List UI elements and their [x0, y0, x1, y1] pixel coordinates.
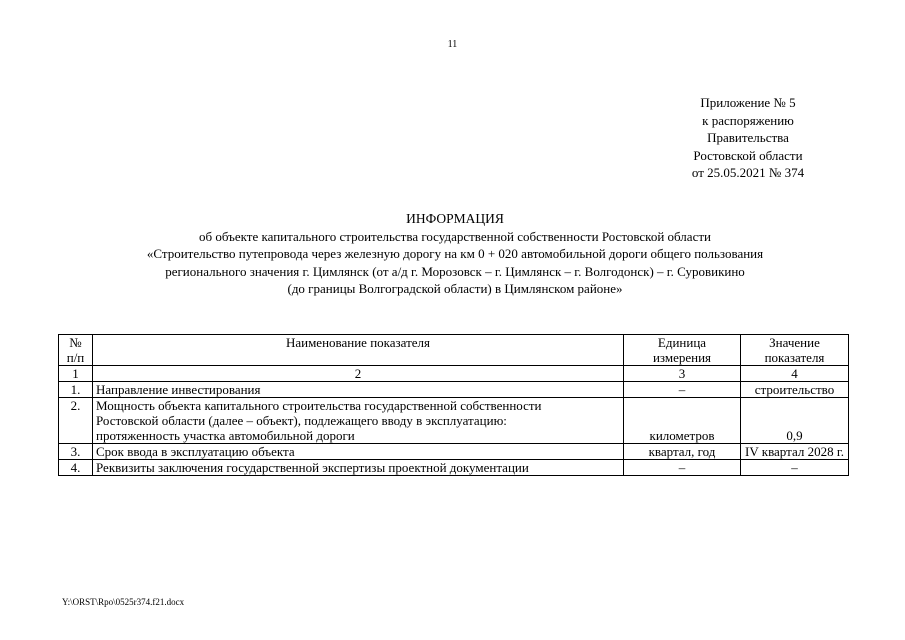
- table-row: [59, 444, 849, 460]
- row-name: Реквизиты заключения государственной экспертизы проектной документации: [93, 460, 624, 476]
- row-name: Срок ввода в эксплуатацию объекта: [93, 444, 624, 460]
- row-name-line: Ростовской области (далее – объект), подлежащего вводу в эксплуатацию:: [96, 413, 507, 428]
- document-title: [60, 210, 850, 298]
- row-num: 1.: [59, 382, 93, 398]
- column-number-row: [59, 366, 849, 382]
- row-name-line: Мощность объекта капитального строительства государственной собственности: [96, 398, 542, 413]
- header-name-text: Наименование показателя: [285, 335, 431, 350]
- header-value-line: показателя: [764, 350, 825, 365]
- appendix-line: Ростовской области: [693, 147, 803, 163]
- row-name-line: протяженность участка автомобильной дороги: [96, 428, 355, 443]
- header-num-line: п/п: [66, 350, 85, 365]
- page-number: 11: [447, 39, 458, 50]
- title-line: регионального значения г. Цимлянск (от а/д г. Морозовск – г. Цимлянск – г. Волгодонск) – г. Суровикино: [165, 263, 745, 279]
- title-main: ИНФОРМАЦИЯ: [406, 211, 504, 226]
- col-number: 3: [624, 366, 741, 382]
- table-row: [59, 460, 849, 476]
- row-unit: километров: [624, 398, 741, 444]
- table-row: [59, 398, 849, 444]
- file-path-footer: Y:\ORST\Rpo\0525r374.f21.docx: [62, 597, 185, 607]
- header-value: [741, 335, 849, 366]
- row-value: IV квартал 2028 г.: [741, 444, 849, 460]
- col-number: 2: [93, 366, 624, 382]
- appendix-line: Правительства: [707, 130, 789, 145]
- row-unit: –: [624, 382, 741, 398]
- row-unit: –: [624, 460, 741, 476]
- col-number: 4: [741, 366, 849, 382]
- row-value: –: [741, 460, 849, 476]
- appendix-line: Приложение № 5: [700, 95, 796, 110]
- header-value-line: Значение: [769, 335, 820, 350]
- row-unit: квартал, год: [624, 444, 741, 460]
- header-unit-line: измерения: [652, 350, 712, 365]
- title-line: (до границы Волгоградской области) в Цимлянском районе»: [287, 281, 623, 296]
- appendix-line: к распоряжению: [702, 112, 794, 128]
- col-number: 1: [59, 366, 93, 382]
- appendix-block: [660, 94, 836, 182]
- row-num: 2.: [59, 398, 93, 444]
- row-value: 0,9: [741, 398, 849, 444]
- title-line: об объекте капитального строительства государственной собственности Ростовской области: [199, 228, 711, 244]
- header-unit-line: Единица: [657, 335, 707, 350]
- row-value: строительство: [741, 382, 849, 398]
- header-unit: [624, 335, 741, 366]
- header-num-line: №: [69, 335, 82, 350]
- row-name: [93, 398, 624, 444]
- row-num: 4.: [59, 460, 93, 476]
- info-table: [58, 334, 849, 476]
- header-name: [93, 335, 624, 366]
- title-line: «Строительство путепровода через железную дорогу на км 0 + 020 автомобильной дороги общего пользования: [146, 246, 764, 261]
- table-row: [59, 382, 849, 398]
- table-header-row: [59, 335, 849, 366]
- row-name: Направление инвестирования: [93, 382, 624, 398]
- appendix-line: от 25.05.2021 № 374: [691, 165, 805, 180]
- header-num: [59, 335, 93, 366]
- row-num: 3.: [59, 444, 93, 460]
